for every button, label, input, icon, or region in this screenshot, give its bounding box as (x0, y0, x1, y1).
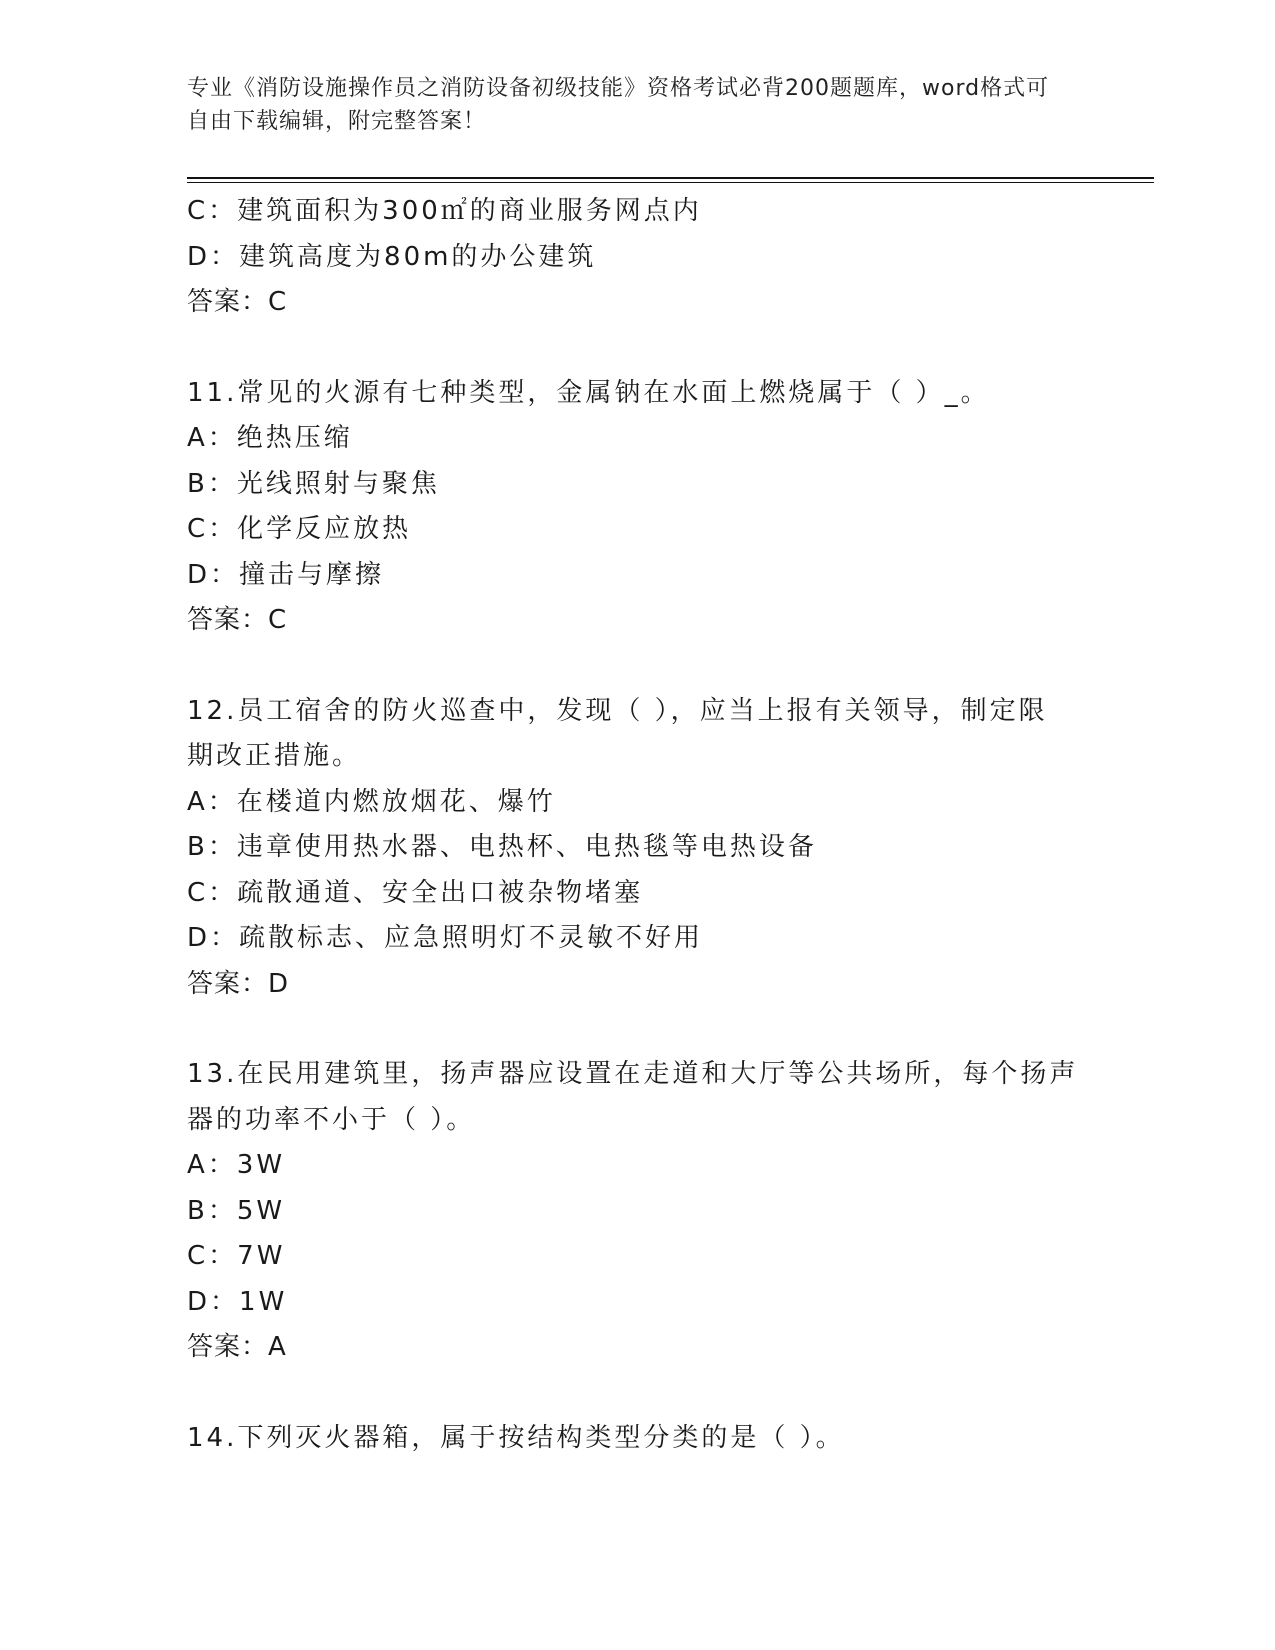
question-11: 11.常见的火源有七种类型，金属钠在水面上燃烧属于（ ）_。 (187, 377, 990, 408)
option-c: C：建筑面积为300㎡的商业服务网点内 (187, 196, 702, 226)
spacer (187, 1371, 1087, 1416)
answer: 答案：C (187, 605, 288, 635)
question-13-line-2: 器的功率不小于（ ）。 (187, 1104, 476, 1135)
answer: 答案：A (187, 1332, 287, 1362)
question-list (187, 189, 1087, 1461)
option-a: A：绝热压缩 (187, 423, 353, 453)
option-c: C：疏散通道、安全出口被杂物堵塞 (187, 877, 644, 908)
answer: 答案：D (187, 968, 290, 999)
option-a: A：3W (187, 1150, 286, 1180)
question-12-line-2: 期改正措施。 (187, 741, 362, 771)
option-c: C：化学反应放热 (187, 514, 412, 544)
header-rule-thick (187, 177, 1154, 179)
option-d: D：疏散标志、应急照明灯不灵敏不好用 (187, 923, 704, 953)
document-header (187, 72, 1067, 138)
question-12-line-1: 12.员工宿舍的防火巡查中，发现（ ），应当上报有关领导，制定限 (187, 695, 1048, 726)
option-c: C：7W (187, 1241, 286, 1271)
option-b: B：违章使用热水器、电热杯、电热毯等电热设备 (187, 832, 817, 862)
option-d: D：撞击与摩擦 (187, 559, 385, 590)
option-b: B：5W (187, 1195, 286, 1226)
option-b: B：光线照射与聚焦 (187, 468, 440, 499)
spacer (187, 1007, 1087, 1052)
spacer (187, 644, 1087, 689)
option-d: D：建筑高度为80m的办公建筑 (187, 241, 597, 272)
question-13-line-1: 13.在民用建筑里，扬声器应设置在走道和大厅等公共场所，每个扬声 (187, 1059, 1079, 1089)
answer: 答案：C (187, 287, 288, 317)
question-14: 14.下列灭火器箱，属于按结构类型分类的是（ ）。 (187, 1422, 845, 1453)
option-d: D：1W (187, 1286, 288, 1317)
option-a: A：在楼道内燃放烟花、爆竹 (187, 786, 556, 817)
spacer (187, 326, 1087, 371)
header-title: 专业《消防设施操作员之消防设备初级技能》资格考试必背200题题库，word格式可自由下载编辑，附完整答案！ (187, 76, 1050, 134)
header-rule-thin (187, 182, 1154, 183)
